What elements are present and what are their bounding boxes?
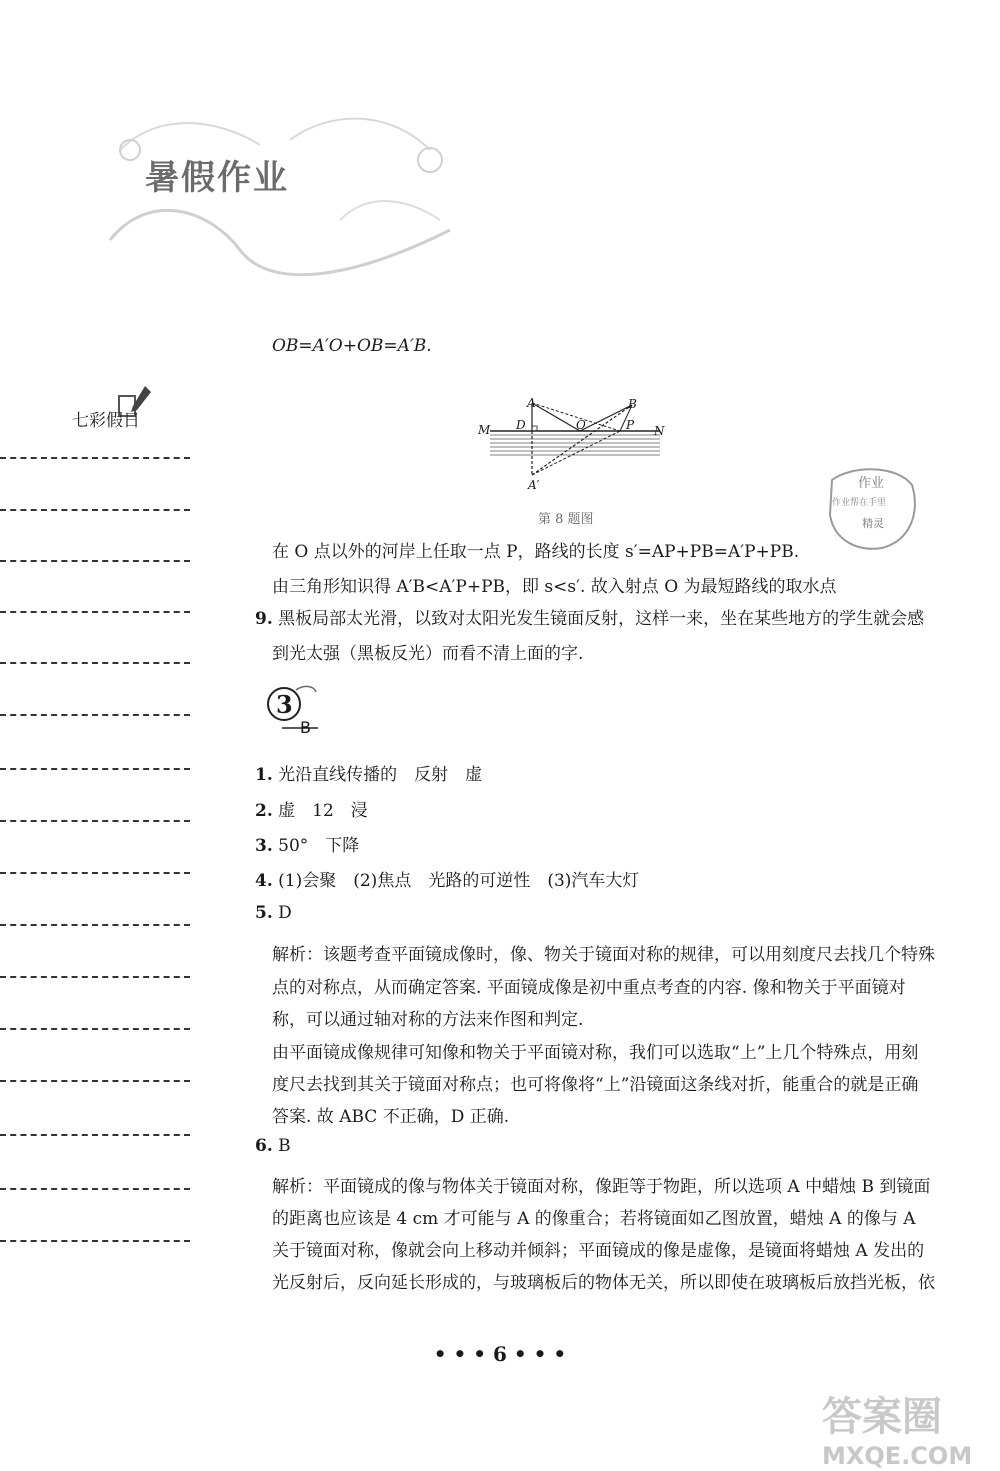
dashed-line [0, 1240, 190, 1242]
dashed-line [0, 457, 190, 459]
list-item [255, 831, 359, 856]
answer-text: 光沿直线传播的 反射 虚 [278, 765, 483, 785]
list-item [255, 796, 368, 821]
analysis-line: 称，可以通过轴对称的方法来作图和判定. [272, 1010, 584, 1030]
section-number: 3 [276, 690, 293, 719]
analysis-line: 度尺去找到其关于镜面对称点；也可将像将“上”沿镜面这条线对折，能重合的就是正确 [272, 1075, 919, 1095]
answer-text: D [278, 903, 292, 923]
analysis-line: 点的对称点，从而确定答案. 平面镜成像是初中重点考查的内容. 像和物关于平面镜对 [272, 978, 906, 998]
dashed-line [0, 509, 190, 511]
stamp-line-1: 作业 [858, 476, 885, 491]
list-item [255, 903, 292, 923]
answer-text: 50° 下降 [278, 836, 360, 856]
equation-line: OB=A′O+OB=A′B. [272, 336, 432, 356]
dashed-line [0, 1134, 190, 1136]
dashed-line [0, 1028, 190, 1030]
analysis-line: 关于镜面对称，像就会向上移动并倾斜；平面镜成的像是虚像，是镜面将蜡烛 A 发出的 [272, 1241, 925, 1261]
dashed-line [0, 560, 190, 562]
dashed-line [0, 611, 190, 613]
watermark-line-1: 答案圈 [822, 1394, 942, 1440]
text-line: 由三角形知识得 A′B<A′P+PB，即 s<s′. 故入射点 O 为最短路线的取水点 [272, 577, 837, 597]
question-number: 9. [255, 609, 273, 629]
analysis-line: 由平面镜成像规律可知像和物关于平面镜对称，我们可以选取“上”上几个特殊点，用刻 [272, 1043, 919, 1063]
header-title: 暑假作业 [145, 158, 289, 198]
answer-text: 虚 12 浸 [278, 801, 368, 821]
dashed-line [0, 768, 190, 770]
figure-caption: 第 8 题图 [538, 512, 594, 527]
stamp-line-3: 精灵 [862, 517, 884, 530]
figure-label-b: B [628, 397, 637, 411]
question-number: 1. [255, 765, 273, 785]
list-item [255, 866, 639, 891]
text-line: 到光太强（黑板反光）而看不清上面的字. [272, 644, 584, 664]
answer-text: B [278, 1136, 291, 1156]
stamp-line-2: 作业帮在手里 [832, 498, 887, 508]
analysis-line: 解析：平面镜成的像与物体关于镜面对称，像距等于物距，所以选项 A 中蜡烛 B 到镜面 [272, 1177, 931, 1197]
text-line: 在 O 点以外的河岸上任取一点 P，路线的长度 s′=AP+PB=A′P+PB. [272, 542, 800, 562]
question-number: 4. [255, 871, 273, 891]
sidebar-label: 七彩假日 [72, 411, 140, 431]
question-number: 5. [255, 903, 273, 923]
analysis-line: 光反射后，反向延长形成的，与玻璃板后的物体无关，所以即使在玻璃板后放挡光板，依 [272, 1273, 935, 1293]
answer-text: (1)会聚 (2)焦点 光路的可逆性 (3)汽车大灯 [278, 871, 640, 891]
dashed-line [0, 924, 190, 926]
figure-label-a-prime: A′ [528, 478, 540, 492]
figure-label-a: A [527, 396, 536, 410]
figure-label-n: N [654, 424, 665, 438]
dashed-line [0, 976, 190, 978]
watermark-line-2: MXQE.COM [822, 1442, 973, 1470]
watermark [822, 1385, 992, 1470]
figure-label-d: D [516, 418, 526, 432]
analysis-line: 答案. 故 ABC 不正确，D 正确. [272, 1107, 510, 1127]
question-text: 黑板局部太光滑，以致对太阳光发生镜面反射，这样一来，坐在某些地方的学生就会感 [278, 609, 925, 629]
question-6 [255, 1136, 291, 1156]
dashed-line [0, 1188, 190, 1190]
reflection-diagram [470, 395, 680, 495]
figure-label-p: P [626, 418, 635, 432]
question-9 [255, 604, 924, 629]
list-item [255, 760, 482, 785]
dashed-line [0, 1080, 190, 1082]
figure-label-o: O [576, 418, 586, 432]
dashed-line [0, 662, 190, 664]
analysis-line: 解析：该题考查平面镜成像时，像、物关于镜面对称的规律，可以用刻度尺去找几个特殊 [272, 945, 935, 965]
analysis-line: 的距离也应该是 4 cm 才可能与 A 的像重合；若将镜面如乙图放置，蜡烛 A 的像与 A [272, 1209, 916, 1229]
dashed-line [0, 820, 190, 822]
dashed-line [0, 872, 190, 874]
question-number: 3. [255, 836, 273, 856]
section-letter: B [300, 718, 311, 737]
figure-label-m: M [478, 423, 491, 437]
question-number: 2. [255, 801, 273, 821]
dashed-line [0, 714, 190, 716]
page-number: • • • 6 • • • [433, 1342, 567, 1366]
question-number: 6. [255, 1136, 273, 1156]
